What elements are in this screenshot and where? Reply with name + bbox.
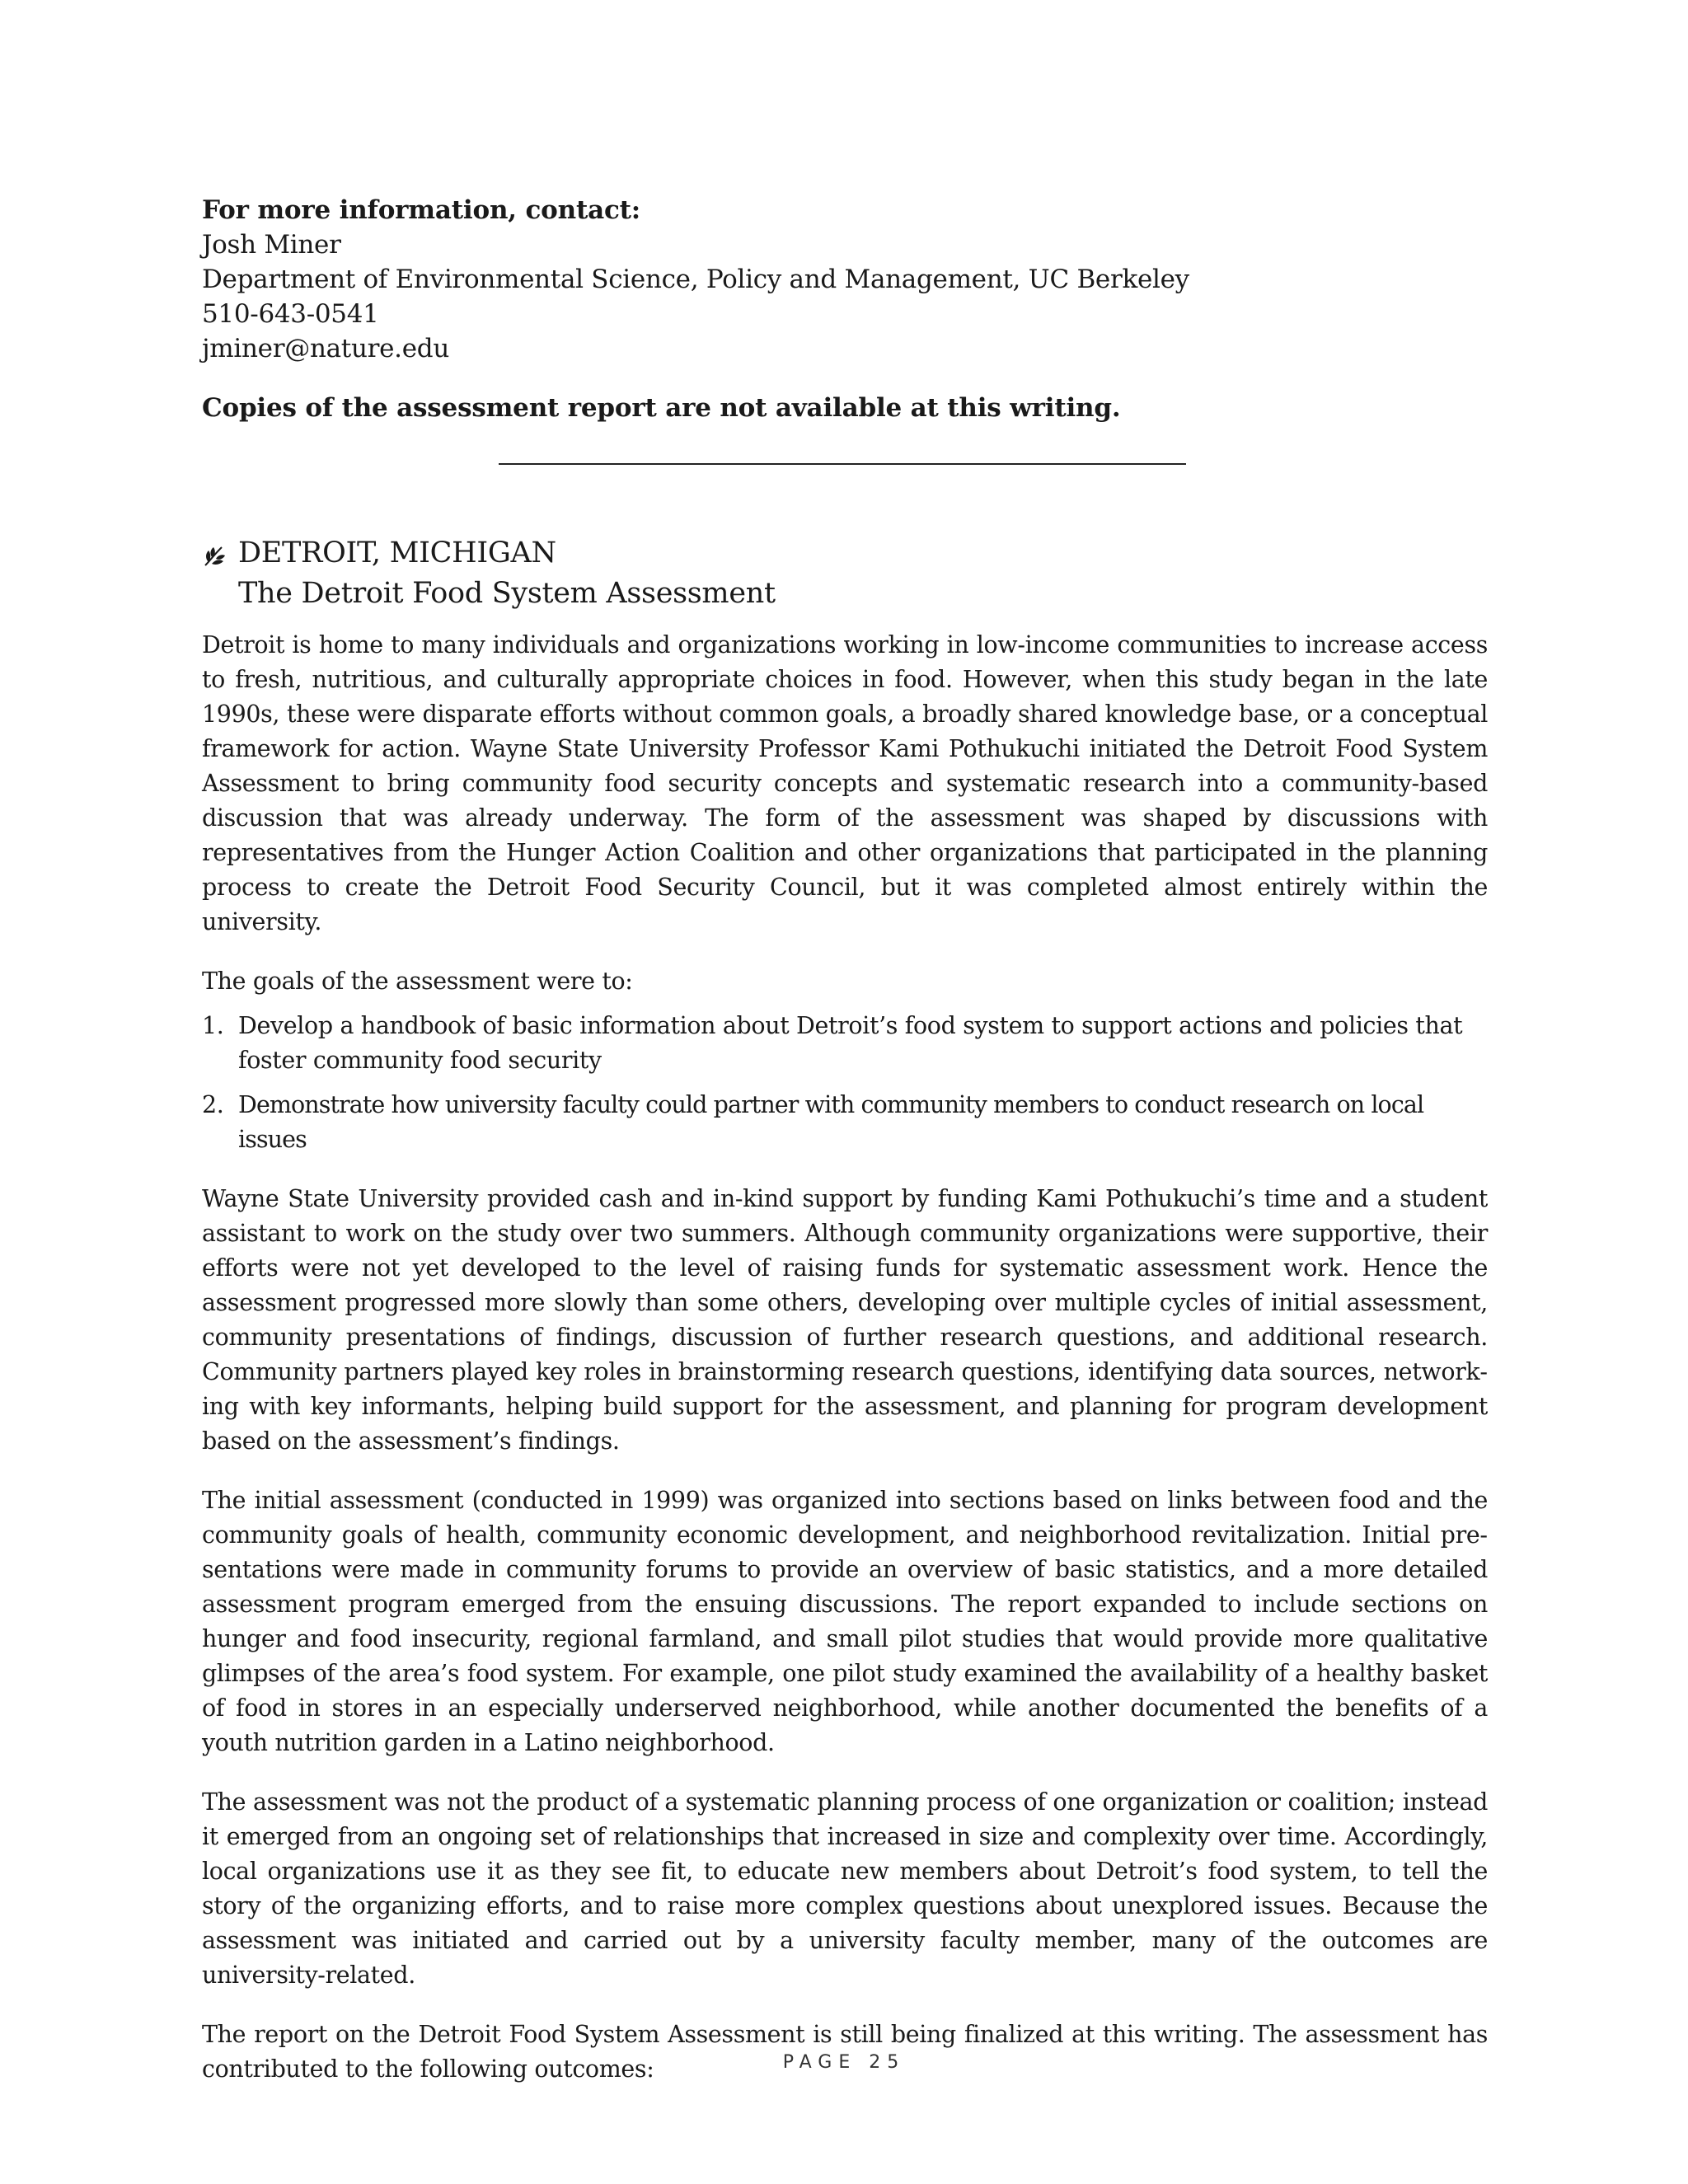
contact-block [202,193,1488,425]
leaf-icon [202,541,227,565]
paragraph-outcomes-context: The assessment was not the product of a systematic planning process of one organization or coalition; instead it emerged from an ongoing set of relationships that increased in size and complexity over time. Accordingly, local organizations use it as they see fit, to educate new members about Detroit’s food system, to tell the story of the organizing efforts, and to raise more complex questions about unexplored issues. Because the assessment was initiated and carried out by a university faculty member, many of the outcomes are university-related. [202,1788,1488,1989]
copies-note: Copies of the assessment report are not available at this writing. [202,393,1121,423]
goals-intro: The goals of the assessment were to: [202,968,633,995]
section-divider [499,463,1186,465]
paragraph-report-status: The report on the Detroit Food System Assessment is still being finalized at this writing. The assessment has contributed to the following outcomes: [202,2021,1488,2083]
article-body [202,628,1488,2111]
goals-list [202,1009,1488,1157]
section-title: The Detroit Food System Assessment [238,577,776,610]
contact-heading: For more information, contact: [202,195,641,225]
section-region-line [202,534,1488,572]
page-number: PAGE 25 [782,2052,906,2073]
paragraph-intro: Detroit is home to many individuals and organizations working in low-income communities to increase access to fresh, nutritious, and culturally appropriate choices in food. However, when this study began in the late 1990s, these were disparate efforts without common goals, a broadly shared knowledge base, or a conceptual framework for action. Wayne State University Professor Kami Pothukuchi initiated the Detroit Food System Assessment to bring community food security concepts and systematic research into a community-based discussion that was already underway. The form of the assessment was shaped by discussions with representatives from the Hunger Action Coalition and other organizations that participated in the planning process to create the Detroit Food Security Council, but it was completed almost entirely within the university. [202,631,1488,935]
list-item [202,1009,1488,1078]
contact-phone: 510-643-0541 [202,299,379,329]
list-item-text: Demonstrate how university faculty could partner with community members to conduct research on local issues [238,1091,1424,1153]
list-item-number: 2. [202,1091,224,1118]
section-header [202,534,1488,615]
list-item-number: 1. [202,1012,224,1039]
list-item-text: Develop a handbook of basic information about Detroit’s food system to support actions and policies that foster community food security [238,1012,1463,1074]
contact-name: Josh Miner [202,230,341,260]
list-item [202,1088,1488,1157]
paragraph-funding: Wayne State University provided cash and in-kind support by funding Kami Pothukuchi’s time and a student assistant to work on the study over two summers. Although community organizations were supportive, their efforts were not yet developed to the level of raising funds for systematic assessment work. Hence the assessment progressed more slowly than some others, developing over multiple cycles of initial assessment, community presentations of findings, discussion of further research questions, and additional research. Community partners played key roles in brainstorming research questions, identifying data sources, networking with key informants, helping build support for the assessment, and planning for program development based on the assessment’s findings. [202,1185,1488,1455]
contact-email: jminer@nature.edu [202,334,449,363]
section-region: DETROIT, MICHIGAN [238,537,556,569]
paragraph-initial-assessment: The initial assessment (conducted in 1999) was organized into sections based on links between food and the community goals of health, community economic development, and neighborhood revitalization. Initial presentations were made in community forums to provide an overview of basic statistics, and a more detailed assessment program emerged from the ensuing discussions. The report expanded to include sections on hunger and food insecurity, regional farmland, and small pilot studies that would provide more qualitative glimpses of the area’s food system. For example, one pilot study examined the availability of a healthy basket of food in stores in an especially underserved neighborhood, while another documented the benefits of a youth nutrition garden in a Latino neighborhood. [202,1487,1488,1756]
contact-department: Department of Environmental Science, Policy and Management, UC Berkeley [202,265,1189,294]
